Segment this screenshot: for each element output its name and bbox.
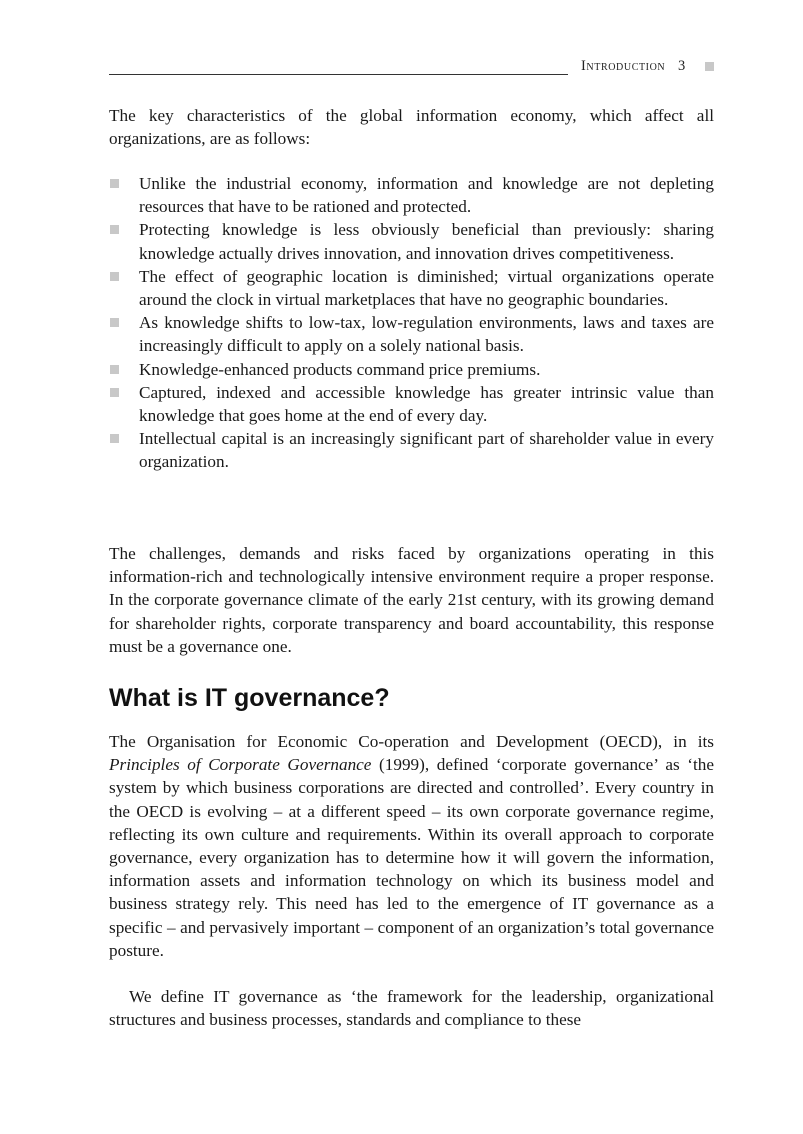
square-bullet-icon <box>705 62 714 71</box>
square-bullet-icon <box>110 318 119 327</box>
square-bullet-icon <box>110 434 119 443</box>
running-head <box>109 56 714 78</box>
list-item <box>109 381 714 427</box>
intro-paragraph: The key characteristics of the global information economy, which affect all organizations, are as follows: <box>109 106 714 149</box>
list-item-text: Knowledge-enhanced products command price premiums. <box>139 359 541 379</box>
list-item-text: Unlike the industrial economy, information and knowledge are not depleting resources that have to be rationed and protected. <box>139 174 714 217</box>
list-item <box>109 218 714 264</box>
square-bullet-icon <box>110 388 119 397</box>
list-item <box>109 427 714 473</box>
list-item <box>109 358 714 381</box>
list-item-text: Protecting knowledge is less obviously beneficial than previously: sharing knowledge actually drives innovation, and innovation drives competitiveness. <box>139 220 714 263</box>
square-bullet-icon <box>110 179 119 188</box>
oecd-text-after: (1999), defined ‘corporate governance’ as ‘the system by which business corporations are directed and controlled’. Every country in the OECD is evolving – at a different speed – its own corporate governance regime, reflecting its own culture and requirements. Within its overall approach to corporate governance, every organization has to determine how it will govern the information, information assets and information technology on which its business model and business strategy rely. This need has led to the emergence of IT governance as a specific – and pervasively important – component of an organization’s total governance posture. <box>109 755 714 960</box>
running-head-text <box>581 58 686 75</box>
challenges-paragraph: The challenges, demands and risks faced by organizations operating in this information-rich and technologically intensive environment require a proper response. In the corporate governance climate of the early 21st century, with its growing demand for shareholder rights, corporate transparency and board accountability, this response must be a governance one. <box>109 544 714 656</box>
definition-paragraph: We define IT governance as ‘the framework for the leadership, organizational structures and business processes, standards and compliance to these <box>109 987 714 1030</box>
header-rule <box>109 74 568 75</box>
oecd-paragraph <box>109 730 714 962</box>
list-item-text: Intellectual capital is an increasingly significant part of shareholder value in every organization. <box>139 429 714 472</box>
square-bullet-icon <box>110 365 119 374</box>
list-item-text: As knowledge shifts to low-tax, low-regulation environments, laws and taxes are increasingly difficult to apply on a solely national basis. <box>139 313 714 356</box>
list-item <box>109 265 714 311</box>
square-bullet-icon <box>110 272 119 281</box>
square-bullet-icon <box>110 225 119 234</box>
list-item <box>109 311 714 357</box>
list-item-text: The effect of geographic location is diminished; virtual organizations operate around the clock in virtual marketplaces that have no geographic boundaries. <box>139 266 714 310</box>
book-title: Principles of Corporate Governance <box>109 755 372 775</box>
list-item <box>109 172 714 218</box>
running-head-title: Introduction <box>581 58 666 74</box>
list-item-text: Captured, indexed and accessible knowledge has greater intrinsic value than knowledge that goes home at the end of every day. <box>139 382 714 426</box>
section-heading: What is IT governance? <box>109 684 390 712</box>
characteristics-list <box>109 172 714 474</box>
oecd-text-before: The Organisation for Economic Co-operation and Development (OECD), in its <box>109 732 714 751</box>
page-number: 3 <box>677 58 686 74</box>
